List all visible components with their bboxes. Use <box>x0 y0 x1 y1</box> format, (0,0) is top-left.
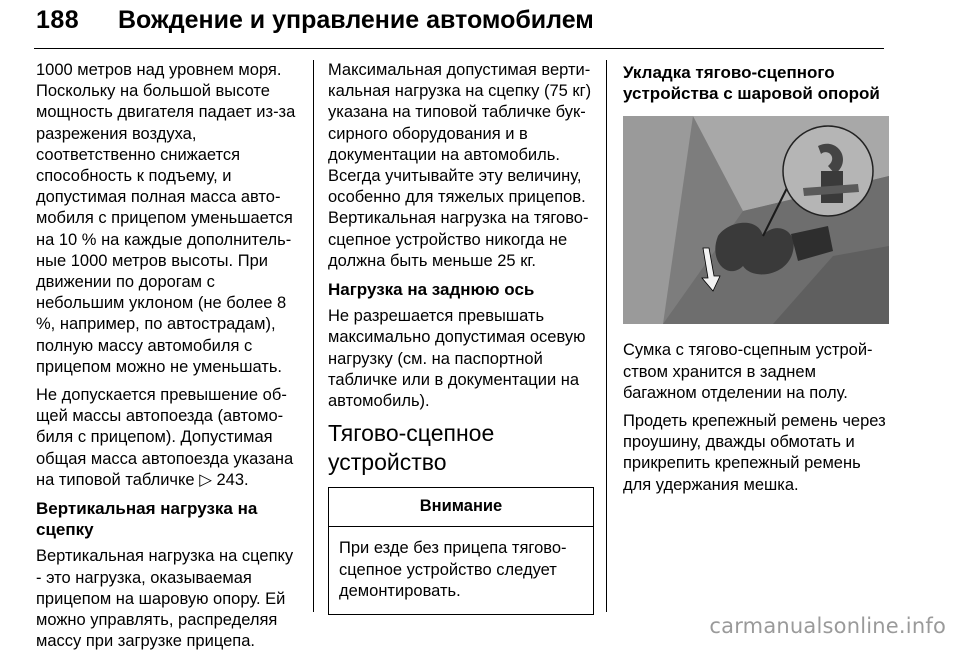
column-middle <box>328 60 594 615</box>
paragraph: Вертикальная нагрузка на сцепку - это нагрузка, оказываемая прицепом на шаровую опору. Ей можно управлять, распределяя массу при загрузке прицепа. <box>36 547 294 651</box>
warning-title: Внимание <box>329 488 593 527</box>
paragraph: 1000 метров над уровнем моря. Поскольку на большой высоте мощность двигателя падает из-за разрежения воздуха, соответственно снижается способность к подъему, и допустимая полная масса автомобиля с прицепом уменьшается на 10 % на каждые дополнительные 1000 метров высоты. При движении по дорогам с небольшим уклоном (не более 8 %, например, по автострадам), полную массу автомобиля с прицепом можно не уменьшать. <box>36 61 296 376</box>
paragraph: Максимальная допустимая вертикальная нагрузка на сцепку (75 кг) указана на типовой табличке буксирного оборудования и в документации на автомобиль. Всегда учитывайте эту величину, особенно для тяжелых прицепов. Вертикальная нагрузка на тягово-сцепное устройство никогда не должна быть меньше 25 кг. <box>328 61 592 270</box>
paragraph: Сумка с тягово-сцепным устройством хранится в заднем багажном отделении на полу. <box>623 341 873 402</box>
paragraph-text: Не допускается превышение общей массы автопоезда (автомобиля с прицепом). Допустимая общая масса автопоезда указана на типовой табличке <box>36 386 294 489</box>
column-left <box>36 60 298 659</box>
watermark: carmanualsonline.info <box>709 614 946 638</box>
page-header <box>34 0 884 49</box>
warning-text: При езде без прицепа тягово-сцепное устройство следует демонтировать. <box>339 539 567 600</box>
trunk-illustration-svg <box>623 116 889 324</box>
page-title: Вождение и управление автомобилем <box>118 6 594 34</box>
chapter-heading: Тягово-сцепное устройство <box>328 420 495 476</box>
paragraph: Не разрешается превышать максимально допустимая осевую нагрузку (см. на паспортной табличке или в документации на автомобиль). <box>328 307 586 411</box>
section-heading: Укладка тягово-сцепного устройства с шаровой опорой <box>623 63 880 104</box>
towbar-storage-illustration <box>623 116 889 324</box>
page-number: 188 <box>36 6 80 34</box>
section-heading: Нагрузка на заднюю ось <box>328 280 535 300</box>
page-reference-link[interactable]: 243. <box>216 470 249 489</box>
paragraph: Продеть крепежный ремень через проушину, дважды обмотать и прикрепить крепежный ремень для удержания мешка. <box>623 412 886 494</box>
warning-box <box>328 487 594 615</box>
column-right <box>623 60 889 503</box>
column-divider <box>606 60 607 612</box>
triangle-ref-icon: ▷ <box>199 470 212 489</box>
paragraph <box>36 385 298 491</box>
column-divider <box>313 60 314 612</box>
section-heading: Вертикальная нагрузка на сцепку <box>36 499 258 540</box>
